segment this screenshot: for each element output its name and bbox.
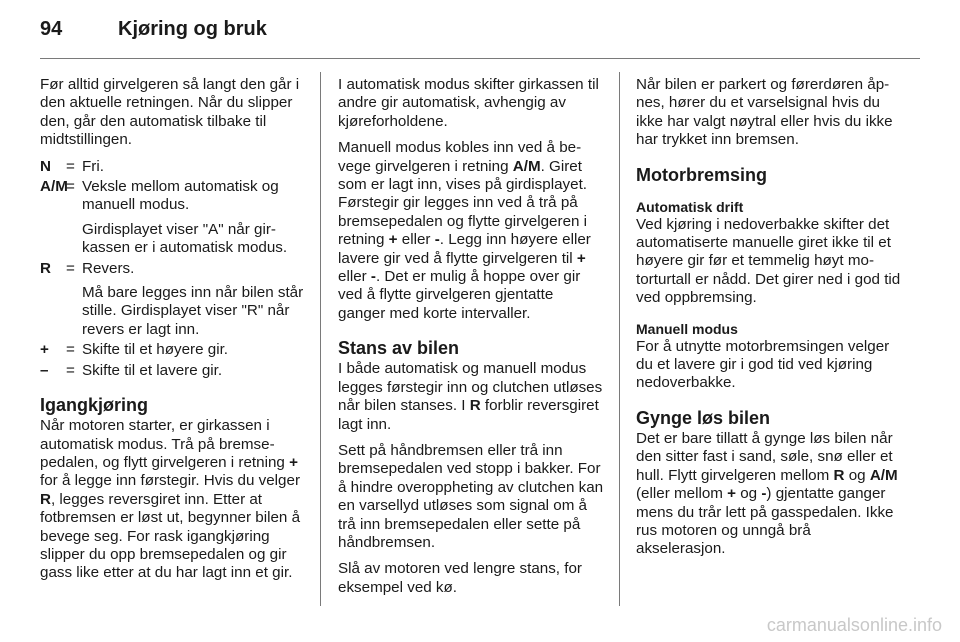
gear-description-line: Girdisplayet viser "A" når girkassen er i automatisk modus. xyxy=(82,220,288,257)
manual-mode-paragraph: Manuell modus kobles inn ved å bevege girvelgeren i retning A/M. Giret som er lagt inn, vises på girdisplayet. Førstegir gir legges inn ved å trå på bremsepedalen og flytte girvelgeren i retning + eller -. Legg inn høyere eller lavere gir ved å flytte girvelgeren til + eller -. Det er mulig å hoppe over gir ved å flytte girvelgeren gjentatte ganger med korte intervaller. xyxy=(338,139,591,322)
gear-definition-row xyxy=(40,178,306,258)
column-1 xyxy=(40,76,306,591)
gear-description xyxy=(82,341,306,359)
column-divider-1 xyxy=(320,72,321,606)
gear-description xyxy=(82,158,306,176)
gear-description xyxy=(82,260,306,340)
section-heading-stans: Stans av bilen xyxy=(338,338,460,359)
gear-description xyxy=(82,362,306,380)
gear-key: N xyxy=(40,157,51,175)
subheading-manuell-modus: Manuell modus xyxy=(636,320,738,337)
equals-sign: = xyxy=(66,157,75,175)
section-heading-gynge: Gynge løs bilen xyxy=(636,407,771,428)
page-title: Kjøring og bruk xyxy=(118,18,267,40)
watermark: carmanualsonline.info xyxy=(766,615,942,635)
gear-key: – xyxy=(40,361,49,379)
intro-paragraph: Før alltid girvelgeren så langt den går i den aktuelle retningen. Når du slipper den, går den automatisk tilbake til midtstillingen. xyxy=(40,76,300,149)
gear-description xyxy=(82,178,306,258)
gear-description-line: Skifte til et høyere gir. xyxy=(82,341,229,359)
parking-warning-paragraph: Når bilen er parkert og førerdøren åpnes, hører du et varselsignal hvis du ikke har valgt nøytral eller hvis du ikke har trykket inn bremsen. xyxy=(636,76,893,149)
engine-off-paragraph: Slå av motoren ved lengre stans, for eksempel ved kø. xyxy=(338,560,582,596)
gear-description-line: Må bare legges inn når bilen står stille. Girdisplayet viser "R" når revers er lagt inn. xyxy=(82,284,304,338)
equals-sign: = xyxy=(66,178,75,196)
page-number: 94 xyxy=(40,18,63,40)
subheading-automatisk-drift: Automatisk drift xyxy=(636,198,744,215)
page-header xyxy=(40,18,920,48)
column-2 xyxy=(338,76,604,605)
column-3 xyxy=(636,76,902,567)
gear-key: + xyxy=(40,341,49,359)
engine-braking-manual-paragraph: For å utnytte motorbremsingen velger du et lavere gir i god tid ved kjøring nedoverbakke. xyxy=(636,337,890,392)
gear-definition-row xyxy=(40,362,306,380)
handbrake-paragraph: Sett på håndbremsen eller trå inn bremsepedalen ved stopp i bakker. For å hindre overoppheting av clutchen kan en varsellyd utløses som signal om å trå inn bremsepedalen eller sette på håndbremsen. xyxy=(338,441,604,551)
gear-definition-row xyxy=(40,260,306,340)
gear-description-line: Veksle mellom automatisk og manuell modus. xyxy=(82,178,279,214)
gear-key: R xyxy=(40,259,51,277)
gear-definition-row xyxy=(40,158,306,176)
section-heading-igangkjoring: Igangkjøring xyxy=(40,395,148,416)
equals-sign: = xyxy=(66,341,75,359)
gear-description-line: Revers. xyxy=(82,259,135,277)
gear-definition-row xyxy=(40,341,306,359)
igangkjoring-paragraph: Når motoren starter, er girkassen i automatisk modus. Trå på bremsepedalen, og flytt girvelgeren i retning + for å legge inn førstegir. Hvis du velger R, legges reversgiret inn. Etter at fotbremsen er løst ut, begynner bilen å bevege seg. For rask igangkjøring slipper du opp bremsepedalen og gir gass like etter at du har lagt inn et gir. xyxy=(40,417,301,582)
gear-description-line: Fri. xyxy=(82,157,104,175)
section-heading-motorbremsing: Motorbremsing xyxy=(636,164,768,185)
stopping-paragraph: I både automatisk og manuell modus legges førstegir inn og clutchen utløses når bilen stanses. I R forblir reversgiret lagt inn. xyxy=(338,360,603,433)
equals-sign: = xyxy=(66,259,75,277)
rocking-paragraph: Det er bare tillatt å gynge løs bilen når den sitter fast i sand, søle, snø eller et hull. Flytt girvelgeren mellom R og A/M (eller mellom + og -) gjentatte ganger mens du trår lett på gasspedalen. Ikke rus motoren og unngå brå akselerasjon. xyxy=(636,429,898,558)
gear-description-line: Skifte til et lavere gir. xyxy=(82,361,223,379)
equals-sign: = xyxy=(66,361,75,379)
automatic-mode-paragraph: I automatisk modus skifter girkassen til andre gir automatisk, avhengig av kjøreforholdene. xyxy=(338,76,599,130)
header-rule xyxy=(40,58,920,59)
engine-braking-auto-paragraph: Ved kjøring i nedoverbakke skifter det automatiserte manuelle giret ikke til et høyere gir før et temmelig høyt motorturtall er nådd. Det girer ned i god tid ved oppbremsing. xyxy=(636,215,901,307)
gear-definition-list xyxy=(40,158,306,380)
gear-key: A/M xyxy=(40,178,68,196)
column-divider-2 xyxy=(619,72,620,606)
